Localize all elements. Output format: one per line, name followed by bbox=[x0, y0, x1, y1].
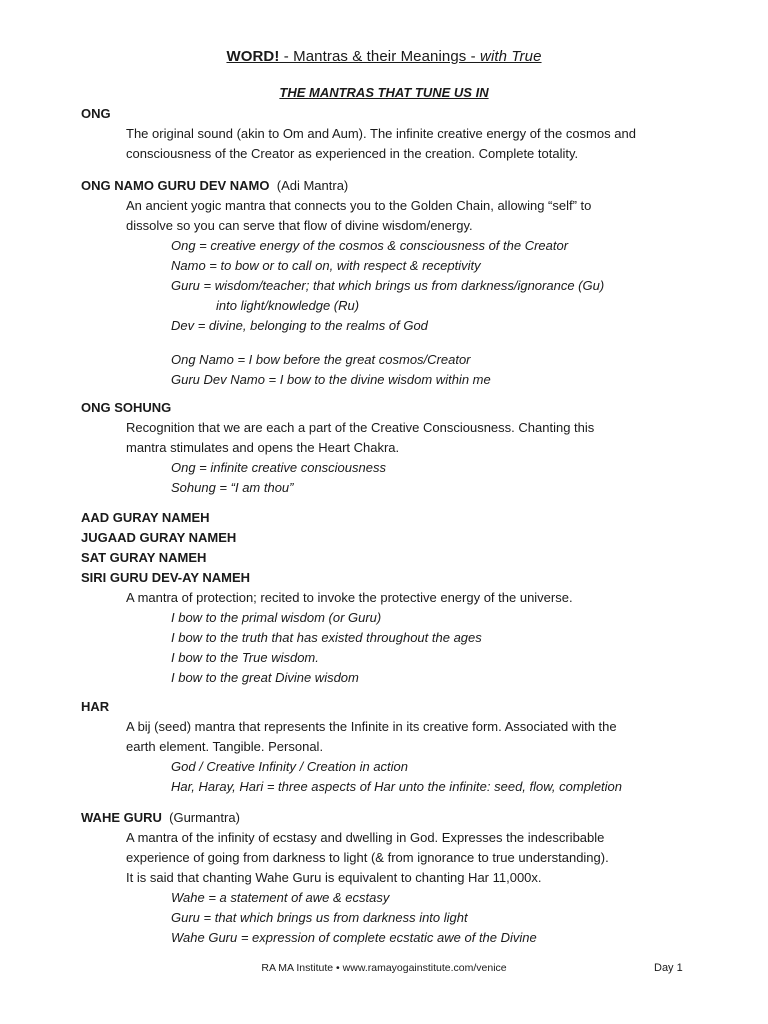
page-footer: RA MA Institute • www.ramayogainstitute.com/venice bbox=[261, 962, 507, 974]
page-subtitle: THE MANTRAS THAT TUNE US IN bbox=[279, 85, 489, 100]
meaning-item: Ong Namo = I bow before the great cosmos/Creator bbox=[171, 352, 471, 367]
meaning-item: Namo = to bow or to call on, with respect & receptivity bbox=[171, 258, 481, 273]
section-heading: AAD GURAY NAMEH bbox=[81, 510, 210, 525]
title-middle: - Mantras & their Meanings - bbox=[279, 48, 481, 65]
description-line: A mantra of protection; recited to invoke the protective energy of the universe. bbox=[126, 590, 573, 605]
section-ong-namo bbox=[81, 176, 741, 390]
meaning-item: Har, Haray, Hari = three aspects of Har unto the infinite: seed, flow, completion bbox=[171, 779, 623, 794]
meaning-list bbox=[81, 458, 741, 498]
meaning-list bbox=[81, 888, 741, 948]
description-line: dissolve so you can serve that flow of divine wisdom/energy. bbox=[126, 218, 473, 233]
description-line: mantra stimulates and opens the Heart Chakra. bbox=[126, 440, 400, 455]
description-line: A mantra of the infinity of ecstasy and dwelling in God. Expresses the indescribable bbox=[126, 830, 605, 845]
meaning-item: I bow to the great Divine wisdom bbox=[171, 670, 359, 685]
section-description bbox=[81, 717, 741, 757]
heading-note: (Gurmantra) bbox=[169, 810, 240, 825]
section-description bbox=[81, 828, 741, 888]
description-line: experience of going from darkness to light (& from ignorance to true understanding). bbox=[126, 850, 609, 865]
meaning-item-continued: into light/knowledge (Ru) bbox=[216, 298, 360, 313]
meaning-item: Wahe = a statement of awe & ecstasy bbox=[171, 890, 390, 905]
meaning-item: Wahe Guru = expression of complete ecstatic awe of the Divine bbox=[171, 930, 537, 945]
section-heading: ONG SOHUNG bbox=[81, 400, 172, 415]
section-heading: SIRI GURU DEV-AY NAMEH bbox=[81, 570, 251, 585]
meaning-list bbox=[81, 350, 741, 390]
heading-text: WAHE GURU bbox=[81, 810, 162, 825]
section-aad-guray bbox=[81, 508, 741, 688]
page-day-label: Day 1 bbox=[654, 962, 683, 974]
description-line: The original sound (akin to Om and Aum). The infinite creative energy of the cosmos and bbox=[126, 126, 636, 141]
heading-text: ONG NAMO GURU DEV NAMO bbox=[81, 178, 270, 193]
heading-note: (Adi Mantra) bbox=[276, 178, 349, 193]
section-description bbox=[81, 196, 741, 236]
section-description bbox=[81, 418, 741, 458]
meaning-item: Sohung = “I am thou” bbox=[171, 480, 294, 495]
meaning-item: I bow to the True wisdom. bbox=[171, 650, 319, 665]
description-line: consciousness of the Creator as experienced in the creation. Complete totality. bbox=[126, 146, 579, 161]
meaning-item: God / Creative Infinity / Creation in action bbox=[171, 759, 409, 774]
description-line: earth element. Tangible. Personal. bbox=[126, 739, 324, 754]
meaning-list bbox=[81, 608, 741, 688]
section-heading: SAT GURAY NAMEH bbox=[81, 550, 207, 565]
page-title bbox=[0, 48, 768, 65]
title-italic: with True bbox=[480, 48, 542, 65]
description-line: It is said that chanting Wahe Guru is equivalent to chanting Har 11,000x. bbox=[126, 870, 542, 885]
meaning-item: I bow to the primal wisdom (or Guru) bbox=[171, 610, 382, 625]
meaning-item: Guru = wisdom/teacher; that which brings us from darkness/ignorance (Gu) bbox=[171, 278, 605, 293]
section-heading: JUGAAD GURAY NAMEH bbox=[81, 530, 237, 545]
section-wahe-guru bbox=[81, 808, 741, 948]
meaning-item: Guru Dev Namo = I bow to the divine wisdom within me bbox=[171, 372, 491, 387]
meaning-item: I bow to the truth that has existed throughout the ages bbox=[171, 630, 482, 645]
meaning-list bbox=[81, 236, 741, 336]
section-ong bbox=[81, 104, 741, 164]
section-heading bbox=[81, 176, 741, 196]
section-heading bbox=[81, 808, 741, 828]
section-heading: HAR bbox=[81, 699, 110, 714]
description-line: A bij (seed) mantra that represents the Infinite in its creative form. Associated with the bbox=[126, 719, 617, 734]
meaning-list bbox=[81, 757, 741, 797]
description-line: Recognition that we are each a part of the Creative Consciousness. Chanting this bbox=[126, 420, 595, 435]
title-word: WORD! bbox=[226, 48, 280, 65]
section-heading: ONG bbox=[81, 106, 111, 121]
section-ong-sohung bbox=[81, 398, 741, 498]
meaning-item: Ong = creative energy of the cosmos & consciousness of the Creator bbox=[171, 238, 569, 253]
section-har bbox=[81, 697, 741, 797]
meaning-item: Ong = infinite creative consciousness bbox=[171, 460, 386, 475]
meaning-item: Guru = that which brings us from darkness into light bbox=[171, 910, 468, 925]
section-description bbox=[81, 588, 741, 608]
section-description bbox=[81, 124, 741, 164]
description-line: An ancient yogic mantra that connects you to the Golden Chain, allowing “self” to bbox=[126, 198, 592, 213]
meaning-item: Dev = divine, belonging to the realms of God bbox=[171, 318, 428, 333]
